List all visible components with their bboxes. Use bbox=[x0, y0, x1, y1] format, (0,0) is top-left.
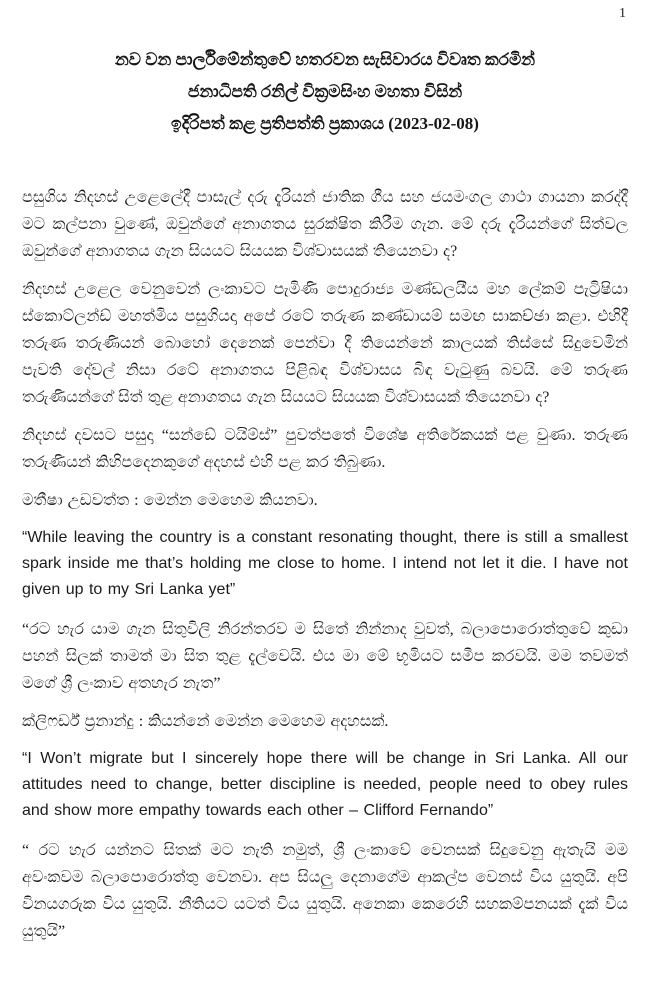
document-title bbox=[22, 44, 628, 140]
quote-sinhala-clifford: “ රට හැර යන්නට සිතක් මට නැති නමුත්, ශ්‍රී ලංකාවේ වෙනසක් සිදුවෙනු ඇතැයි මම අවංකවම බලාපොරොත්තු වෙනවා. අප සියලු දෙනාගේම ආකල්ප වෙනස් විය යුතුයි. අපි විනයගරුක විය යුතුයි. නීතියට යටත් විය යුතුයි. අනෙකා කෙරෙහි සහකම්පනයක් දැක් විය යුතුයි” bbox=[22, 842, 628, 940]
title-line-2: ජනාධිපති රනිල් වික්‍රමසිංහ මහතා විසින් bbox=[187, 82, 463, 101]
speaker-intro-matheesha-udawatta: මතීෂා උඩවත්ත : මෙන්න මෙහෙම කියනවා. bbox=[22, 492, 318, 509]
title-line-3: ඉදිරිපත් කළ ප්‍රතිපත්ති ප්‍රකාශය (2023-02-08) bbox=[171, 114, 479, 133]
page-number: 1 bbox=[619, 6, 626, 21]
paragraph-independence-day-thought: පසුගිය නිදහස් උළෙලේදී පාසැල් දරු දැරියන් ජාතික ගීය සහ ජයමංගල ගාථා ගායනා කරද්දී මට කල්පනා වුණේ, ඔවුන්ගේ අනාගතය සුරක්ෂිත කිරීම ගැන. මේ දරු දැරියන්ගේ සිත්වල ඔවුන්ගේ අනාගතය ගැන සියයට සියයක විශ්වාසයක් තියෙනවා ද? bbox=[22, 189, 628, 260]
quote-english-clifford: “I Won’t migrate but I sincerely hope there will be change in Sri Lanka. All our attitudes need to change, better discipline is needed, people need to obey rules and show more empathy towards each other – Clifford Fernando” bbox=[22, 750, 628, 819]
paragraph-commonwealth-secretary-meeting: නිදහස් උළෙල වෙනුවෙන් ලංකාවට පැමිණි පොදුරාජ්‍ය මණ්ඩලයීය මහ ලේකම් පැට්‍රිෂියා ස්කොට්ලන්ඩ් මහත්මිය පසුගියදා අපේ රටේ තරුණ කණ්ඩායම් සමඟ සාකච්ඡා කළා. එහිදී තරුණ තරුණියන් බොහෝ දෙනෙක් පෙන්වා දී තියෙන්නේ කාලයක් තිස්සේ සිදුවෙමින් පැවති දේවල් නිසා රටේ අනාගතය පිළිබඳ විශ්වාසය බිඳ වැටුණු බවයි. මේ තරුණ තරුණියන්ගේ සිත් තුළ අනාගතය ගැන සියයට සියයක විශ්වාසයක් තියෙනවා ද? bbox=[22, 281, 628, 406]
document-body bbox=[22, 184, 628, 945]
quote-english-matheesha: “While leaving the country is a constant resonating thought, there is still a smallest spark inside me that’s holding me close to home. I intend not let it die. I have not given up to my Sri Lanka yet” bbox=[22, 529, 628, 598]
paragraph-sunday-times-supplement: නිදහස් දවසට පසුදා “සන්ඩේ ටයිම්ස්” පුවත්පතේ විශේෂ අතිරේකයක් පළ වුණා. තරුණ තරුණියන් කිහිපදෙනකුගේ අදහස් එහි පළ කර තිබුණා. bbox=[22, 427, 628, 471]
speaker-intro-clifford-fernando: ක්ලිෆර්ඩ් ප්‍රනාන්දු : කියන්නේ මෙන්න මෙහෙම අදහසක්. bbox=[22, 713, 389, 730]
title-line-1: නව වන පාර්ලිමේන්තුවේ හතරවන සැසිවාරය විවෘත කරමින් bbox=[114, 50, 536, 69]
quote-sinhala-matheesha: “රට හැර යාම ගැන සිතුවිලි නිරන්තරව ම සිතේ නින්නාද වුවත්, බලාපොරොත්තුවේ කුඩා පහන් සිලක් තාමත් මා සිත තුළ දැල්වෙයි. එය මා මේ භූමියට සමීප කරවයි. මම තවමත් මගේ ශ්‍රී ලංකාව අතහැර නැත” bbox=[22, 621, 628, 692]
